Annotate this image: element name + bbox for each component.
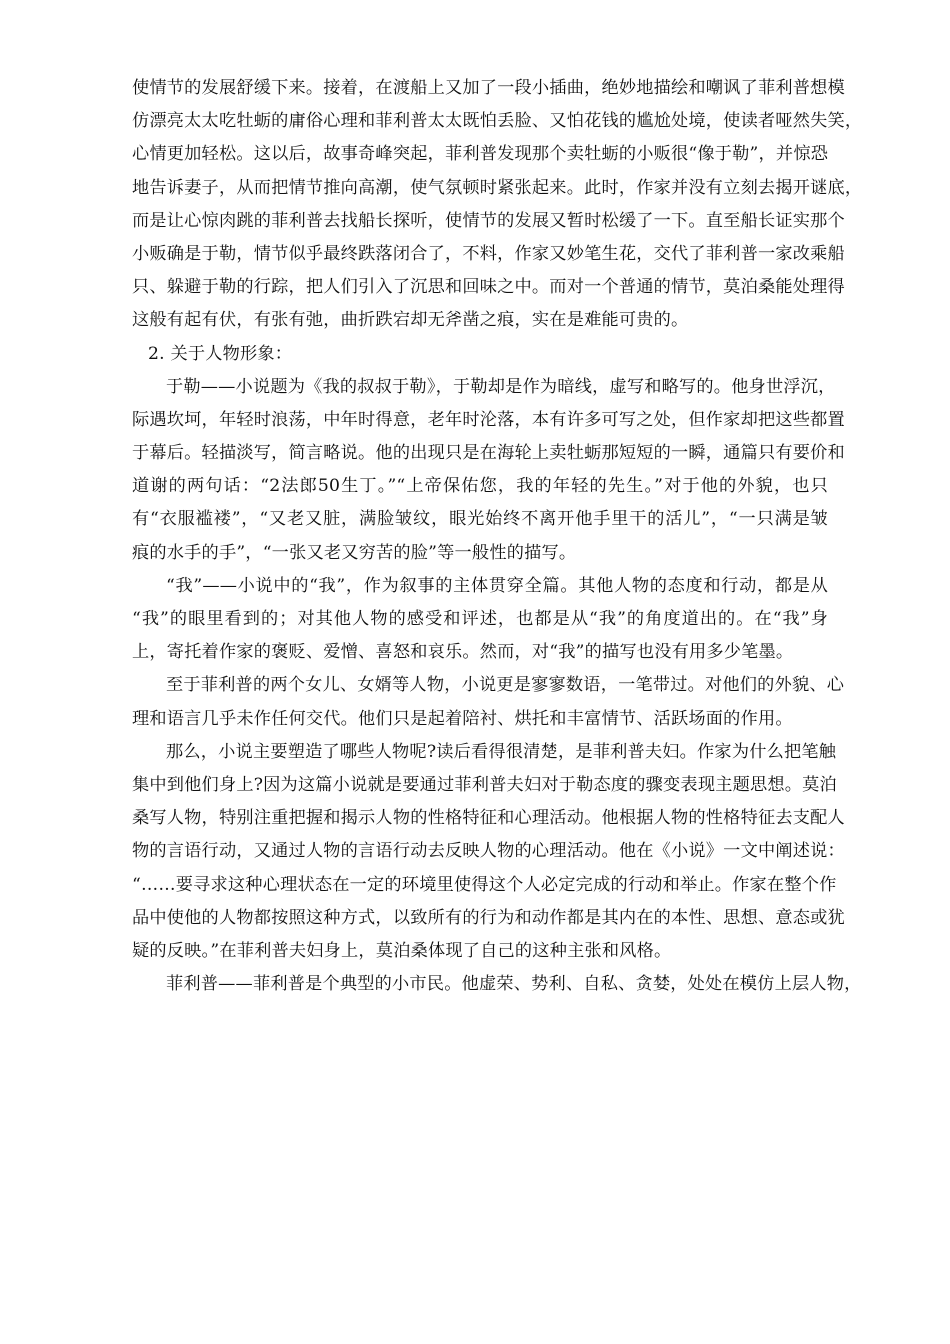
text-line: 只、躲避于勒的行踪，把人们引入了沉思和回味之中。而对一个普通的情节，莫泊桑能处理得: [132, 277, 845, 298]
paragraph-start: 于勒——小说题为《我的叔叔于勒》，于勒却是作为暗线，虚写和略写的。他身世浮沉，: [166, 376, 836, 397]
document-page: [132, 72, 863, 1001]
text-line: 使情节的发展舒缓下来。接着，在渡船上又加了一段小插曲，绝妙地描绘和嘲讽了菲利普想模: [132, 78, 845, 98]
text-line: 于幕后。轻描淡写，简言略说。他的出现只是在海轮上卖牡蛎那短短的一瞬，通篇只有要价和: [132, 443, 845, 464]
paragraph-start: 菲利普——菲利普是个典型的小市民。他虚荣、势利、自私、贪婪，处处在模仿上层人物，: [166, 974, 862, 995]
text-line: 这般有起有伏，有张有弛，曲折跌宕却无斧凿之痕，实在是难能可贵的。: [132, 310, 689, 331]
paragraph-start: 那么，小说主要塑造了哪些人物呢?读后看得很清楚，是菲利普夫妇。作家为什么把笔触: [166, 741, 837, 762]
text-line: 疑的反映。”在菲利普夫妇身上，莫泊桑体现了自己的这种主张和风格。: [132, 940, 672, 961]
text-line: 道谢的两句话：“2法郎50生丁。”“上帝保佑您，我的年轻的先生。”对于他的外貌，也只: [132, 476, 828, 497]
text-line: 物的言语行动，又通过人物的言语行动去反映人物的心理活动。他在《小说》一文中阐述说：: [132, 841, 845, 862]
text-line: 痕的水手的手”，“一张又老又穷苦的脸”等一般性的描写。: [132, 542, 577, 563]
paragraph-start: “我”——小说中的“我”，作为叙事的主体贯穿全篇。其他人物的态度和行动，都是从: [166, 575, 828, 596]
text-line: 桑写人物，特别注重把握和揭示人物的性格特征和心理活动。他根据人物的性格特征去支配人: [132, 808, 845, 829]
paragraph-start: 至于菲利普的两个女儿、女婿等人物，小说更是寥寥数语，一笔带过。对他们的外貌、心: [166, 675, 845, 696]
text-line: 集中到他们身上?因为这篇小说就是要通过菲利普夫妇对于勒态度的骤变表现主题思想。莫泊: [132, 774, 837, 795]
text-line: 品中使他的人物都按照这种方式，以致所有的行为和动作都是其内在的本性、思想、意态或犹: [132, 907, 845, 928]
text-line: 而是让心惊肉跳的菲利普去找船长探听，使情节的发展又暂时松缓了一下。直至船长证实那个: [132, 210, 845, 231]
text-line: 小贩确是于勒，情节似乎最终跌落闭合了，不料，作家又妙笔生花，交代了菲利普一家改乘船: [132, 243, 845, 264]
text-line: “我”的眼里看到的；对其他人物的感受和评述，也都是从“我”的角度道出的。在“我”身: [132, 609, 828, 629]
text-line: 际遇坎坷，年轻时浪荡，中年时得意，老年时沦落，本有许多可写之处，但作家却把这些都置: [132, 409, 845, 430]
text-line: 上，寄托着作家的褒贬、爱憎、喜怒和哀乐。然而，对“我”的描写也没有用多少笔墨。: [132, 642, 794, 663]
text-line: 理和语言几乎未作任何交代。他们只是起着陪衬、烘托和丰富情节、活跃场面的作用。: [132, 708, 793, 729]
text-line: “……要寻求这种心理状态在一定的环境里使得这个人必定完成的行动和举止。作家在整个作: [132, 874, 837, 895]
text-line: 有“衣服褴褛”，“又老又脏，满脸皱纹，眼光始终不离开他手里干的活儿”，“一只满是皱: [132, 509, 828, 530]
text-line: 心情更加轻松。这以后，故事奇峰突起，菲利普发现那个卖牡蛎的小贩很“像于勒”，并惊恐: [132, 144, 829, 165]
section-heading: 2. 关于人物形象：: [148, 343, 293, 364]
text-line: 仿漂亮太太吃牡蛎的庸俗心理和菲利普太太既怕丢脸、又怕花钱的尴尬处境，使读者哑然失笑，: [132, 111, 863, 132]
text-line: 地告诉妻子，从而把情节推向高潮，使气氛顿时紧张起来。此时，作家并没有立刻去揭开谜底，: [132, 177, 863, 198]
